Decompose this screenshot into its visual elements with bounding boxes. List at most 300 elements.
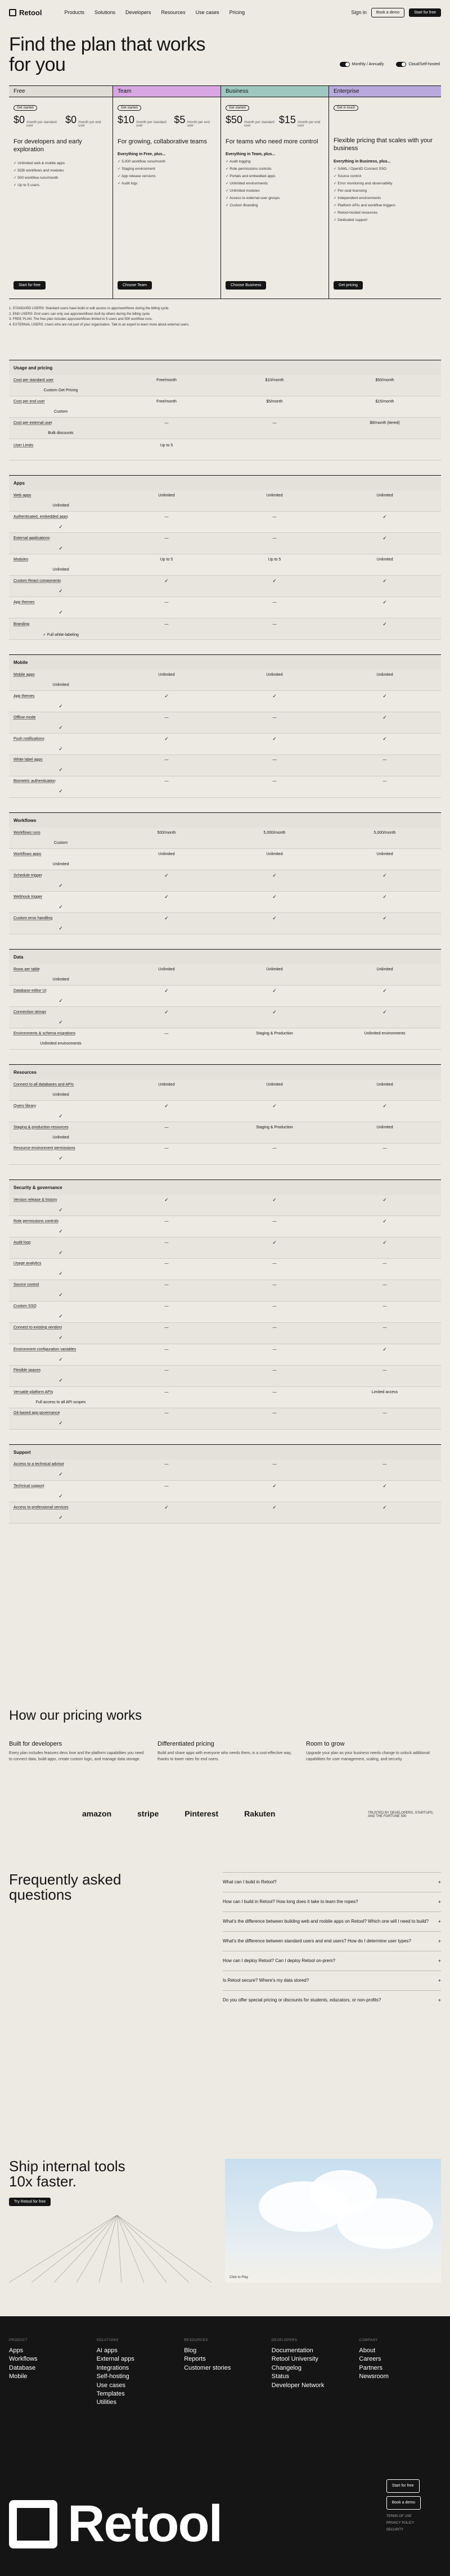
table-cell: Free/month — [156, 378, 177, 382]
table-cell: — — [164, 1484, 169, 1488]
plan-feature: ✓ Per-seat licensing — [334, 188, 436, 193]
footer-link[interactable]: Templates — [96, 2390, 125, 2397]
plan-price — [334, 114, 436, 126]
nav-use-cases[interactable]: Use cases — [195, 10, 219, 15]
faq-question: What's the difference between building web and mobile apps on Retool? Which one will I need to build? — [223, 1919, 429, 1924]
table-cell: ✓ — [382, 535, 387, 541]
table-cell: $50/month — [375, 378, 394, 382]
price-end: $5 — [174, 114, 186, 125]
price-end-unit: /month per end user — [187, 121, 210, 128]
feature-name[interactable]: Custom error handling — [14, 916, 53, 920]
footer-link[interactable]: Mobile — [9, 2373, 28, 2380]
section-title: Apps — [9, 476, 441, 490]
table-cell: — — [382, 1368, 387, 1372]
plan-cta-button[interactable]: Start for free — [14, 281, 46, 290]
table-cell: ✓ — [272, 1009, 277, 1015]
faq-question: What can I build in Retool? — [223, 1879, 277, 1884]
table-cell: — — [164, 1219, 169, 1223]
table-cell: Custom Get Pricing — [43, 388, 78, 393]
table-cell: ✓ — [58, 1515, 63, 1521]
table-cell: — — [164, 514, 169, 519]
table-cell: ✓ — [58, 1313, 63, 1319]
feature-name[interactable]: Biometric authentication — [14, 779, 56, 783]
faq-item[interactable] — [223, 1931, 441, 1951]
table-cell: Free/month — [156, 399, 177, 404]
footer-link[interactable]: Developer Network — [271, 2381, 325, 2389]
table-row — [9, 1502, 441, 1524]
table-cell: — — [272, 715, 277, 720]
footer-link[interactable]: AI apps — [96, 2347, 118, 2354]
footer-link[interactable]: Database — [9, 2364, 36, 2371]
footer-column-title: COMPANY — [359, 2339, 378, 2342]
page-title: Find the plan that works for you — [9, 34, 205, 75]
table-cell: ✓ — [382, 893, 387, 900]
plan-feature: ✓ App release versions — [118, 174, 216, 178]
table-cell: Unlimited — [158, 967, 175, 971]
table-cell: Unlimited — [52, 1136, 69, 1140]
section-gap — [9, 1165, 441, 1179]
note-3: 3. FREE PLAN: The free plan includes apps/workflows limited to 5 users and 500 workflow runs. — [9, 318, 153, 322]
price-standard-unit: /month per standard user — [244, 121, 274, 128]
table-row — [9, 1216, 441, 1237]
table-cell: — — [164, 1031, 169, 1036]
footer-link[interactable]: Partners — [359, 2364, 382, 2371]
table-cell: ✓ — [164, 735, 169, 742]
table-cell: ✓ — [272, 893, 277, 900]
table-row — [9, 418, 441, 439]
table-row — [9, 849, 441, 870]
table-cell: ✓ — [382, 1239, 387, 1245]
table-cell: Unlimited — [52, 862, 69, 867]
section-title: Mobile — [9, 655, 441, 670]
plan-feature: ✓ Error monitoring and observability — [334, 181, 436, 186]
table-cell: ✓ — [382, 513, 387, 519]
table-cell: ✓ — [382, 1504, 387, 1510]
section-title: Usage and pricing — [9, 360, 441, 375]
table-cell: — — [272, 1261, 277, 1266]
price-standard-unit: /month per standard user — [26, 121, 57, 128]
feature-name[interactable]: Access to professional services — [14, 1505, 69, 1510]
nav-pricing[interactable]: Pricing — [229, 10, 245, 15]
plan-notes — [9, 306, 313, 328]
table-cell: Unlimited — [52, 504, 69, 508]
feature-name[interactable]: Resource environment permissions — [14, 1146, 75, 1150]
how-col — [9, 1741, 144, 1762]
plus-icon: + — [438, 1997, 441, 2003]
feature-name[interactable]: External applications — [14, 536, 50, 540]
plan-name: Business — [221, 86, 328, 97]
table-cell: Unlimited — [266, 493, 283, 498]
table-cell: ✓ — [58, 904, 63, 910]
table-cell: — — [272, 622, 277, 626]
plan-feature: ✓ Role permissions controls — [226, 166, 324, 171]
book-demo-button[interactable]: Book a demo — [371, 8, 404, 17]
section-gap — [9, 1524, 441, 1538]
table-section — [9, 1179, 441, 1430]
table-cell: ✓ — [164, 987, 169, 993]
footer-link[interactable]: Retool University — [271, 2356, 318, 2363]
table-cell: ✓ — [58, 725, 63, 731]
faq-item[interactable] — [223, 1872, 441, 1892]
feature-name[interactable]: App themes — [14, 694, 35, 698]
table-cell: — — [382, 1325, 387, 1330]
feature-name[interactable]: Environment configuration variables — [14, 1347, 76, 1352]
nav-resources[interactable]: Resources — [161, 10, 186, 15]
nav-developers[interactable]: Developers — [125, 10, 151, 15]
plus-icon: + — [438, 1899, 441, 1905]
faq-item[interactable] — [223, 1951, 441, 1971]
table-cell: — — [164, 1240, 169, 1245]
table-row — [9, 670, 441, 691]
table-cell: ✓ — [58, 883, 63, 889]
footer-link[interactable]: Apps — [9, 2347, 24, 2354]
table-row — [9, 913, 441, 934]
table-row — [9, 533, 441, 554]
section-rows — [9, 490, 441, 640]
table-cell: Unlimited — [266, 852, 283, 856]
feature-name[interactable]: Workflows runs — [14, 830, 40, 835]
table-cell: ✓ — [164, 577, 169, 584]
table-cell: Unlimited — [266, 1082, 283, 1087]
table-row — [9, 1028, 441, 1050]
table-cell: ✓ — [272, 872, 277, 878]
table-cell: — — [164, 715, 169, 720]
note-2: 2. END USERS: End users can only use apps/workflows built by others during the billing cycle. — [9, 312, 151, 316]
table-row — [9, 1301, 441, 1323]
plan-tag: Get started — [14, 105, 37, 111]
plan-cta-button[interactable]: Choose Business — [226, 281, 266, 290]
table-row — [9, 576, 441, 597]
table-cell: ✓ — [272, 987, 277, 993]
feature-name[interactable]: Version release & history — [14, 1197, 57, 1202]
footer-link[interactable]: Use cases — [96, 2381, 125, 2389]
plan-feature: ✓ Audit logs — [118, 181, 216, 186]
feature-name[interactable]: Custom SSO — [14, 1304, 37, 1308]
table-section — [9, 654, 441, 798]
feature-name[interactable]: Modules — [14, 557, 29, 562]
footer-link[interactable]: External apps — [96, 2356, 134, 2363]
how-col-title: Room to grow — [306, 1741, 345, 1747]
feature-name[interactable]: Database editor UI — [14, 988, 47, 993]
table-cell: — — [164, 1411, 169, 1415]
table-row — [9, 776, 441, 798]
privacy-link[interactable]: PRIVACY POLICY — [386, 2521, 415, 2525]
table-cell: ✓ Full white-labeling — [43, 632, 79, 637]
faq-question: Is Retool secure? Where's my data stored? — [223, 1978, 309, 1983]
feature-name[interactable]: Usage analytics — [14, 1261, 42, 1266]
table-cell: Up to 5 — [268, 557, 281, 562]
price-end-unit: /month per end user — [297, 121, 321, 128]
plan-cta-button[interactable]: Choose Team — [118, 281, 152, 290]
plan-description: For developers and early exploration — [14, 138, 82, 153]
retool-logo-icon — [9, 9, 16, 16]
table-cell: ✓ — [382, 599, 387, 605]
plan-card-free — [9, 86, 112, 299]
table-cell: Unlimited environments — [40, 1042, 82, 1046]
table-cell: ✓ — [164, 1102, 169, 1109]
table-row — [9, 1007, 441, 1028]
table-cell: Bulk discounts — [48, 431, 74, 436]
feature-name[interactable]: Cost per external user — [14, 421, 52, 425]
table-cell: ✓ — [382, 577, 387, 584]
table-cell: — — [164, 779, 169, 783]
faq-title: Frequently asked questions — [9, 1871, 122, 1904]
footer-link[interactable]: Customer stories — [184, 2364, 231, 2371]
table-cell: ✓ — [58, 1228, 63, 1235]
footer-columns — [0, 2316, 450, 2407]
table-cell: ✓ — [272, 1239, 277, 1245]
security-link[interactable]: SECURITY — [386, 2528, 404, 2532]
start-free-button[interactable]: Start for free — [409, 8, 441, 17]
table-row — [9, 1344, 441, 1366]
footer-column — [97, 2339, 179, 2407]
table-cell: ✓ — [58, 1357, 63, 1363]
price-standard: $50 — [226, 114, 243, 125]
plan-feature: ✓ Access to external user groups — [226, 196, 324, 200]
table-cell: Unlimited — [158, 493, 175, 498]
footer-link[interactable]: Careers — [359, 2356, 381, 2363]
plan-tag: Get in touch — [334, 105, 358, 111]
table-cell: Unlimited — [158, 852, 175, 856]
terms-link[interactable]: TERMS OF USE — [386, 2515, 412, 2518]
feature-name[interactable]: Branding — [14, 622, 30, 626]
video-thumbnail[interactable] — [225, 2159, 441, 2283]
try-free-button[interactable]: Try Retool for free — [9, 2198, 51, 2206]
table-cell: ✓ — [58, 1155, 63, 1162]
table-cell: — — [382, 757, 387, 762]
table-row — [9, 1280, 441, 1301]
feature-name[interactable]: Staging & production resources — [14, 1125, 69, 1129]
section-gap — [9, 1430, 441, 1444]
table-cell: Limited access — [371, 1390, 398, 1394]
table-cell: Unlimited — [376, 852, 393, 856]
feature-name[interactable]: Cost per standard user — [14, 378, 54, 382]
table-cell: Unlimited — [376, 967, 393, 971]
feature-name[interactable]: Connect to existing vendors — [14, 1325, 62, 1330]
table-cell: ✓ — [58, 767, 63, 773]
feature-name[interactable]: Authenticated, embedded apps — [14, 514, 68, 519]
table-cell: ✓ — [382, 987, 387, 993]
play-caption: Click to Play — [230, 2276, 249, 2279]
footer-wordmark — [9, 2494, 222, 2554]
feature-name[interactable]: Cost per end user — [14, 399, 45, 404]
plan-card-enterprise — [328, 86, 441, 299]
feature-name[interactable]: White label apps — [14, 757, 43, 762]
feature-name[interactable]: Schedule trigger — [14, 873, 42, 878]
section-gap — [9, 1050, 441, 1064]
plus-icon: + — [438, 1958, 441, 1964]
plan-description: For teams who need more control — [226, 138, 318, 145]
table-cell: — — [272, 1462, 277, 1466]
table-cell: Unlimited — [266, 967, 283, 971]
note-1: 1. STANDARD USERS: Standard users have build or edit access to apps/workflows during the billing cycle. — [9, 307, 170, 310]
table-cell: ✓ — [58, 588, 63, 594]
plan-price — [118, 114, 216, 128]
table-cell: ✓ — [382, 1483, 387, 1489]
plan-tag: Get started — [226, 105, 249, 111]
plan-feature: ✓ Dedicated support — [334, 218, 436, 222]
faq-question: Do you offer special pricing or discounts for students, educators, or non-profits? — [223, 1997, 381, 2003]
feature-name[interactable]: Connect to all databases and APIs — [14, 1082, 74, 1087]
table-cell: ✓ — [58, 1019, 63, 1025]
feature-name[interactable]: User Limits — [14, 443, 34, 448]
table-section — [9, 1444, 441, 1524]
toggle-switch-icon — [396, 62, 406, 67]
table-cell: ✓ — [382, 872, 387, 878]
footer-link[interactable]: Utilities — [96, 2399, 117, 2406]
nav-solutions[interactable]: Solutions — [94, 10, 116, 15]
feature-name[interactable]: Audit logs — [14, 1240, 31, 1245]
table-row — [9, 1481, 441, 1502]
feature-name[interactable]: Mobile apps — [14, 672, 35, 677]
table-row — [9, 554, 441, 576]
feature-name[interactable]: Source control — [14, 1282, 39, 1287]
feature-name[interactable]: Access to a technical advisor — [14, 1462, 65, 1466]
table-cell: — — [164, 1125, 169, 1129]
feature-name[interactable]: Technical support — [14, 1484, 44, 1488]
faq-item[interactable] — [223, 1990, 441, 2010]
feature-name[interactable]: App themes — [14, 600, 35, 604]
table-cell: — — [164, 536, 169, 540]
footer-link[interactable]: Newsroom — [359, 2373, 389, 2380]
plan-price — [14, 114, 108, 128]
table-cell: ✓ — [272, 577, 277, 584]
how-columns — [9, 1741, 441, 1762]
sign-in-link[interactable]: Sign in — [351, 10, 367, 15]
feature-name[interactable]: Connection strings — [14, 1010, 46, 1014]
table-row — [9, 396, 441, 418]
table-row — [9, 1079, 441, 1101]
plan-features-title: Everything in Free, plus... — [118, 152, 166, 157]
feature-name[interactable]: Role permissions controls — [14, 1219, 59, 1223]
footer-column-title: SOLUTIONS — [96, 2339, 119, 2342]
plus-icon: + — [438, 1938, 441, 1944]
feature-name[interactable]: Workflows apps — [14, 852, 42, 856]
plan-card-team — [112, 86, 220, 299]
footer-link[interactable]: About — [359, 2347, 376, 2354]
table-cell: $5/month — [266, 399, 283, 404]
table-cell: ✓ — [382, 915, 387, 921]
table-cell: — — [382, 779, 387, 783]
table-row — [9, 828, 441, 849]
nav-links — [64, 10, 245, 15]
plan-feature: ✓ Custom Branding — [226, 203, 324, 207]
table-cell: 5,000/month — [374, 830, 396, 835]
table-cell: — — [272, 1390, 277, 1394]
footer-link[interactable]: Workflows — [9, 2356, 38, 2363]
retool-logo[interactable] — [9, 8, 42, 17]
table-cell: Unlimited — [376, 493, 393, 498]
feature-name[interactable]: Environments & schema migrations — [14, 1031, 76, 1036]
table-cell: ✓ — [58, 1271, 63, 1277]
table-cell: — — [272, 1411, 277, 1415]
feature-name[interactable]: Custom React components — [14, 579, 61, 583]
table-row — [9, 755, 441, 776]
price-end-unit: /month per end user — [78, 121, 101, 128]
section-rows — [9, 964, 441, 1050]
table-cell: Unlimited environments — [364, 1031, 406, 1036]
how-col — [306, 1741, 441, 1762]
section-rows — [9, 1459, 441, 1524]
table-cell: — — [382, 1282, 387, 1287]
plan-cta-button[interactable]: Get pricing — [334, 281, 363, 290]
feature-name[interactable]: Git-based app governance — [14, 1411, 60, 1415]
table-cell: ✓ — [382, 621, 387, 627]
feature-name[interactable]: Flexible spaces — [14, 1368, 41, 1372]
table-cell: — — [164, 421, 169, 425]
footer-link[interactable]: Documentation — [271, 2347, 313, 2354]
footer-link[interactable]: Changelog — [271, 2364, 302, 2371]
table-section — [9, 1064, 441, 1165]
table-cell: ✓ — [58, 1207, 63, 1213]
table-row — [9, 1144, 441, 1165]
plus-icon: + — [438, 1978, 441, 1983]
feature-name[interactable]: Rows per table — [14, 967, 40, 971]
plan-tag: Get started — [118, 105, 141, 111]
nav-products[interactable]: Products — [64, 10, 84, 15]
footer-link[interactable]: Blog — [184, 2347, 197, 2354]
table-cell: — — [272, 779, 277, 783]
table-row — [9, 1122, 441, 1144]
table-row — [9, 618, 441, 640]
footer-demo-button[interactable]: Book a demo — [386, 2496, 421, 2510]
feature-name[interactable]: Webhook trigger — [14, 894, 43, 899]
amazon-logo: amazon — [82, 1809, 112, 1818]
section-gap — [9, 798, 441, 812]
table-cell: ✓ — [164, 693, 169, 699]
table-row — [9, 490, 441, 512]
plan-body — [221, 97, 328, 216]
footer-start-button[interactable]: Start for free — [386, 2479, 420, 2493]
table-row — [9, 1459, 441, 1481]
table-cell: Unlimited — [158, 1082, 175, 1087]
footer-link[interactable]: Reports — [184, 2356, 206, 2363]
plan-price — [226, 114, 324, 128]
table-row — [9, 375, 441, 396]
faq-item[interactable] — [223, 1911, 441, 1931]
table-row — [9, 734, 441, 755]
feature-name[interactable]: Web apps — [14, 493, 32, 498]
table-cell: — — [382, 1146, 387, 1150]
table-cell: Custom — [53, 410, 68, 414]
table-cell: Unlimited — [376, 1082, 393, 1087]
feature-name[interactable]: Push notifications — [14, 736, 44, 741]
feature-name[interactable]: Query library — [14, 1104, 37, 1108]
table-cell: ✓ — [58, 746, 63, 752]
table-cell: ✓ — [164, 915, 169, 921]
billing-toggle[interactable] — [340, 62, 384, 67]
faq-item[interactable] — [223, 1892, 441, 1911]
table-cell: ✓ — [164, 872, 169, 878]
table-row — [9, 1387, 441, 1408]
table-cell: — — [272, 1146, 277, 1150]
footer-link[interactable]: Self-hosting — [96, 2373, 129, 2380]
faq-item[interactable] — [223, 1971, 441, 1990]
footer-link[interactable]: Integrations — [96, 2364, 129, 2371]
table-cell: — — [164, 622, 169, 626]
table-cell: ✓ — [272, 735, 277, 742]
deploy-toggle[interactable] — [396, 62, 440, 67]
how-col-text: Upgrade your plan as your business needs change to unlock additional capabilities for user management, scaling, and security. — [306, 1751, 430, 1761]
table-cell: — — [164, 1146, 169, 1150]
feature-name[interactable]: Versatile platform APIs — [14, 1390, 53, 1394]
table-cell: — — [272, 421, 277, 425]
section-title: Data — [9, 950, 441, 964]
footer-link[interactable]: Status — [271, 2373, 289, 2380]
plan-features-title: Everything in Team, plus... — [226, 152, 276, 157]
section-title: Workflows — [9, 813, 441, 828]
feature-name[interactable]: Offline mode — [14, 715, 36, 720]
